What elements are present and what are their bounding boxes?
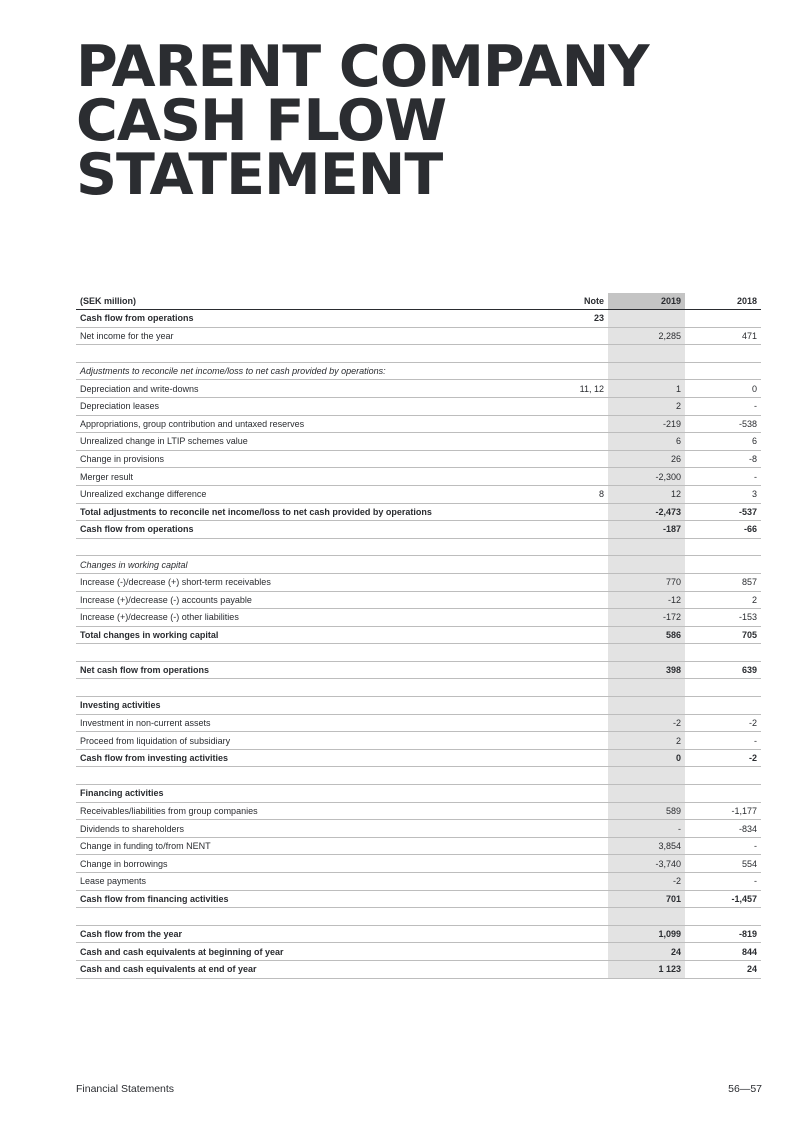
row-value-2019: 26 bbox=[608, 450, 685, 468]
header-year-2018: 2018 bbox=[685, 293, 761, 310]
table-row bbox=[76, 873, 761, 891]
row-value-2018: 3 bbox=[685, 485, 761, 503]
row-note bbox=[532, 538, 608, 556]
table-row bbox=[76, 362, 761, 380]
row-label: Cash flow from investing activities bbox=[76, 749, 532, 767]
row-note bbox=[532, 855, 608, 873]
spacer-row bbox=[76, 538, 761, 556]
row-note bbox=[532, 697, 608, 715]
row-label bbox=[76, 345, 532, 363]
row-label: Adjustments to reconcile net income/loss to net cash provided by operations: bbox=[76, 362, 532, 380]
table-row bbox=[76, 450, 761, 468]
row-note bbox=[532, 732, 608, 750]
row-label bbox=[76, 767, 532, 785]
row-value-2019: 589 bbox=[608, 802, 685, 820]
row-value-2019: -2,473 bbox=[608, 503, 685, 521]
row-value-2019: -3,740 bbox=[608, 855, 685, 873]
row-label: Total changes in working capital bbox=[76, 626, 532, 644]
row-note bbox=[532, 573, 608, 591]
row-value-2018: 0 bbox=[685, 380, 761, 398]
table-row bbox=[76, 327, 761, 345]
table-row bbox=[76, 380, 761, 398]
row-value-2019: 701 bbox=[608, 890, 685, 908]
row-value-2018 bbox=[685, 538, 761, 556]
row-label: Unrealized change in LTIP schemes value bbox=[76, 433, 532, 451]
row-value-2018: 857 bbox=[685, 573, 761, 591]
row-value-2018: -66 bbox=[685, 521, 761, 539]
table-row bbox=[76, 503, 761, 521]
table-row bbox=[76, 468, 761, 486]
row-label: Investing activities bbox=[76, 697, 532, 715]
row-note bbox=[532, 661, 608, 679]
row-label: Cash flow from financing activities bbox=[76, 890, 532, 908]
row-note bbox=[532, 943, 608, 961]
row-value-2019 bbox=[608, 908, 685, 926]
row-value-2019: 1,099 bbox=[608, 925, 685, 943]
row-value-2019: - bbox=[608, 820, 685, 838]
table-row bbox=[76, 485, 761, 503]
cash-flow-table bbox=[76, 293, 761, 979]
row-value-2018: -537 bbox=[685, 503, 761, 521]
row-value-2019: 0 bbox=[608, 749, 685, 767]
row-value-2019: -219 bbox=[608, 415, 685, 433]
row-value-2018: 705 bbox=[685, 626, 761, 644]
row-value-2018: 24 bbox=[685, 960, 761, 978]
row-value-2019: 3,854 bbox=[608, 837, 685, 855]
spacer-row bbox=[76, 345, 761, 363]
row-value-2018: 471 bbox=[685, 327, 761, 345]
row-label: Change in funding to/from NENT bbox=[76, 837, 532, 855]
table-row bbox=[76, 626, 761, 644]
row-value-2019 bbox=[608, 310, 685, 328]
row-value-2018: -8 bbox=[685, 450, 761, 468]
header-unit: (SEK million) bbox=[76, 293, 532, 310]
table-row bbox=[76, 397, 761, 415]
row-label: Investment in non-current assets bbox=[76, 714, 532, 732]
table-row bbox=[76, 802, 761, 820]
row-note bbox=[532, 749, 608, 767]
row-note bbox=[532, 556, 608, 574]
row-value-2018 bbox=[685, 556, 761, 574]
row-value-2018 bbox=[685, 345, 761, 363]
row-note bbox=[532, 503, 608, 521]
row-label: Change in borrowings bbox=[76, 855, 532, 873]
header-note: Note bbox=[532, 293, 608, 310]
row-label: Net cash flow from operations bbox=[76, 661, 532, 679]
row-value-2019: -2 bbox=[608, 873, 685, 891]
row-value-2019: 770 bbox=[608, 573, 685, 591]
table-row bbox=[76, 310, 761, 328]
row-label: Cash flow from operations bbox=[76, 310, 532, 328]
row-value-2019 bbox=[608, 679, 685, 697]
row-label bbox=[76, 679, 532, 697]
table-row bbox=[76, 433, 761, 451]
row-value-2019 bbox=[608, 785, 685, 803]
row-value-2018: 639 bbox=[685, 661, 761, 679]
row-value-2018: -834 bbox=[685, 820, 761, 838]
table-row bbox=[76, 591, 761, 609]
table-row bbox=[76, 521, 761, 539]
title-line: PARENT COMPANY bbox=[76, 34, 649, 100]
row-value-2018: -1,177 bbox=[685, 802, 761, 820]
spacer-row bbox=[76, 679, 761, 697]
row-label: Lease payments bbox=[76, 873, 532, 891]
row-value-2019: 1 123 bbox=[608, 960, 685, 978]
row-value-2018: -153 bbox=[685, 609, 761, 627]
row-value-2019: 1 bbox=[608, 380, 685, 398]
row-value-2018 bbox=[685, 908, 761, 926]
row-note bbox=[532, 925, 608, 943]
row-note bbox=[532, 415, 608, 433]
title-line: CASH FLOW bbox=[76, 88, 447, 154]
table-row bbox=[76, 573, 761, 591]
row-value-2019 bbox=[608, 362, 685, 380]
row-value-2018 bbox=[685, 310, 761, 328]
row-value-2019 bbox=[608, 345, 685, 363]
table-row bbox=[76, 732, 761, 750]
row-note bbox=[532, 609, 608, 627]
row-label: Proceed from liquidation of subsidiary bbox=[76, 732, 532, 750]
row-value-2019: 12 bbox=[608, 485, 685, 503]
row-value-2019: -187 bbox=[608, 521, 685, 539]
table-row bbox=[76, 943, 761, 961]
row-note: 11, 12 bbox=[532, 380, 608, 398]
table-row bbox=[76, 661, 761, 679]
row-label: Changes in working capital bbox=[76, 556, 532, 574]
table-row bbox=[76, 415, 761, 433]
row-note bbox=[532, 327, 608, 345]
row-note bbox=[532, 468, 608, 486]
row-value-2019: 586 bbox=[608, 626, 685, 644]
row-value-2018: 2 bbox=[685, 591, 761, 609]
row-value-2019 bbox=[608, 538, 685, 556]
table-row bbox=[76, 925, 761, 943]
row-value-2018: -538 bbox=[685, 415, 761, 433]
row-note bbox=[532, 802, 608, 820]
row-value-2019: 24 bbox=[608, 943, 685, 961]
row-value-2019: -2,300 bbox=[608, 468, 685, 486]
row-label: Increase (+)/decrease (-) other liabilities bbox=[76, 609, 532, 627]
table-row bbox=[76, 837, 761, 855]
row-value-2019 bbox=[608, 556, 685, 574]
row-label bbox=[76, 644, 532, 662]
table-row bbox=[76, 714, 761, 732]
row-value-2018 bbox=[685, 362, 761, 380]
table-row bbox=[76, 556, 761, 574]
row-value-2018 bbox=[685, 644, 761, 662]
row-value-2018 bbox=[685, 697, 761, 715]
table-row bbox=[76, 960, 761, 978]
row-note: 8 bbox=[532, 485, 608, 503]
row-value-2019 bbox=[608, 697, 685, 715]
row-note bbox=[532, 591, 608, 609]
row-label bbox=[76, 538, 532, 556]
row-value-2019: 398 bbox=[608, 661, 685, 679]
table-row bbox=[76, 609, 761, 627]
row-label: Change in provisions bbox=[76, 450, 532, 468]
table-body bbox=[76, 310, 761, 979]
row-note bbox=[532, 345, 608, 363]
row-value-2019: -2 bbox=[608, 714, 685, 732]
table-row bbox=[76, 697, 761, 715]
row-note bbox=[532, 767, 608, 785]
row-value-2018: 844 bbox=[685, 943, 761, 961]
row-label: Cash flow from operations bbox=[76, 521, 532, 539]
row-note bbox=[532, 837, 608, 855]
row-label: Appropriations, group contribution and untaxed reserves bbox=[76, 415, 532, 433]
row-label: Net income for the year bbox=[76, 327, 532, 345]
row-note bbox=[532, 397, 608, 415]
row-value-2018 bbox=[685, 767, 761, 785]
table-row bbox=[76, 890, 761, 908]
title-line: STATEMENT bbox=[76, 142, 443, 208]
row-value-2019 bbox=[608, 767, 685, 785]
row-label: Increase (-)/decrease (+) short-term receivables bbox=[76, 573, 532, 591]
row-label: Depreciation and write-downs bbox=[76, 380, 532, 398]
row-label: Cash and cash equivalents at beginning of year bbox=[76, 943, 532, 961]
row-note bbox=[532, 890, 608, 908]
row-label: Merger result bbox=[76, 468, 532, 486]
footer-page-numbers: 56—57 bbox=[728, 1083, 762, 1095]
page-title bbox=[76, 34, 756, 208]
row-label bbox=[76, 908, 532, 926]
row-note bbox=[532, 362, 608, 380]
table-header-row bbox=[76, 293, 761, 310]
row-note bbox=[532, 450, 608, 468]
row-value-2019: 2,285 bbox=[608, 327, 685, 345]
table-row bbox=[76, 855, 761, 873]
row-note bbox=[532, 714, 608, 732]
row-note bbox=[532, 679, 608, 697]
row-value-2018: -1,457 bbox=[685, 890, 761, 908]
row-value-2018: 6 bbox=[685, 433, 761, 451]
row-note bbox=[532, 433, 608, 451]
row-note bbox=[532, 820, 608, 838]
row-value-2019: 6 bbox=[608, 433, 685, 451]
row-value-2018: -2 bbox=[685, 749, 761, 767]
row-value-2019 bbox=[608, 644, 685, 662]
row-value-2018: 554 bbox=[685, 855, 761, 873]
row-label: Cash and cash equivalents at end of year bbox=[76, 960, 532, 978]
row-note bbox=[532, 626, 608, 644]
row-value-2018: -2 bbox=[685, 714, 761, 732]
row-label: Dividends to shareholders bbox=[76, 820, 532, 838]
row-label: Total adjustments to reconcile net income/loss to net cash provided by operations bbox=[76, 503, 532, 521]
row-note bbox=[532, 908, 608, 926]
row-note bbox=[532, 644, 608, 662]
table-row bbox=[76, 749, 761, 767]
spacer-row bbox=[76, 767, 761, 785]
row-note bbox=[532, 521, 608, 539]
spacer-row bbox=[76, 908, 761, 926]
table-row bbox=[76, 785, 761, 803]
row-value-2019: 2 bbox=[608, 397, 685, 415]
row-note: 23 bbox=[532, 310, 608, 328]
row-note bbox=[532, 873, 608, 891]
row-value-2018 bbox=[685, 785, 761, 803]
row-value-2018: - bbox=[685, 873, 761, 891]
row-label: Increase (+)/decrease (-) accounts payable bbox=[76, 591, 532, 609]
row-label: Unrealized exchange difference bbox=[76, 485, 532, 503]
row-note bbox=[532, 960, 608, 978]
row-value-2018: - bbox=[685, 468, 761, 486]
row-note bbox=[532, 785, 608, 803]
row-value-2018: - bbox=[685, 837, 761, 855]
row-label: Depreciation leases bbox=[76, 397, 532, 415]
row-value-2018: - bbox=[685, 732, 761, 750]
footer-section: Financial Statements bbox=[76, 1083, 175, 1095]
row-value-2018: -819 bbox=[685, 925, 761, 943]
table-row bbox=[76, 820, 761, 838]
row-label: Financing activities bbox=[76, 785, 532, 803]
row-value-2019: -12 bbox=[608, 591, 685, 609]
row-value-2018: - bbox=[685, 397, 761, 415]
row-label: Receivables/liabilities from group companies bbox=[76, 802, 532, 820]
row-value-2019: -172 bbox=[608, 609, 685, 627]
row-value-2018 bbox=[685, 679, 761, 697]
row-value-2019: 2 bbox=[608, 732, 685, 750]
spacer-row bbox=[76, 644, 761, 662]
row-label: Cash flow from the year bbox=[76, 925, 532, 943]
header-year-2019: 2019 bbox=[608, 293, 685, 310]
